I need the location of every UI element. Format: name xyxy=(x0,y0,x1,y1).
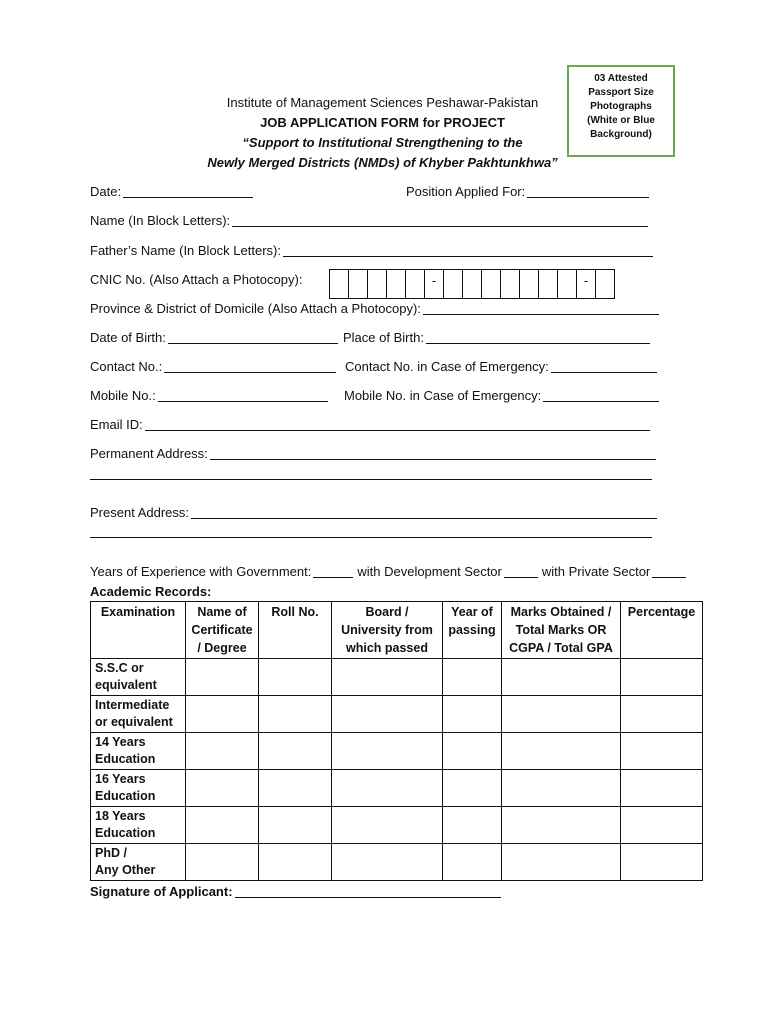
name-label: Name (In Block Letters): xyxy=(90,213,231,228)
table-cell[interactable] xyxy=(621,659,703,696)
table-cell[interactable] xyxy=(332,659,443,696)
table-cell[interactable] xyxy=(332,696,443,733)
table-row xyxy=(91,696,703,733)
academic-records-heading: Academic Records: xyxy=(90,584,212,599)
table-cell[interactable] xyxy=(332,807,443,844)
position-label: Position Applied For: xyxy=(406,184,526,199)
cnic-cell[interactable] xyxy=(481,269,501,299)
cnic-cell[interactable] xyxy=(462,269,482,299)
table-cell[interactable] xyxy=(502,844,621,881)
present-address-field[interactable] xyxy=(90,505,657,520)
dob-label: Date of Birth: xyxy=(90,330,166,345)
form-title: JOB APPLICATION FORM for PROJECT xyxy=(260,115,505,130)
present-address-blank-2[interactable] xyxy=(90,536,652,538)
domicile-blank[interactable] xyxy=(423,313,659,315)
cnic-cell[interactable] xyxy=(595,269,615,299)
table-cell[interactable] xyxy=(186,807,259,844)
table-cell[interactable] xyxy=(259,733,332,770)
present-address-blank[interactable] xyxy=(191,517,657,519)
mobile-emergency-label: Mobile No. in Case of Emergency: xyxy=(344,388,542,403)
email-field[interactable] xyxy=(90,417,650,432)
date-field[interactable] xyxy=(90,184,253,199)
father-name-field[interactable] xyxy=(90,243,653,258)
permanent-address-label: Permanent Address: xyxy=(90,446,208,461)
pob-field[interactable] xyxy=(343,330,650,345)
col-certificate: Name of Certificate / Degree xyxy=(186,602,259,659)
photo-line: 03 Attested xyxy=(594,73,648,84)
cnic-grid[interactable] xyxy=(330,269,615,299)
table-cell[interactable] xyxy=(259,807,332,844)
experience-government-label: Years of Experience with Government: xyxy=(90,564,312,579)
signature-label: Signature of Applicant: xyxy=(90,884,233,899)
table-cell[interactable] xyxy=(186,733,259,770)
table-row xyxy=(91,659,703,696)
table-cell[interactable] xyxy=(443,807,502,844)
table-cell[interactable] xyxy=(259,770,332,807)
table-cell[interactable] xyxy=(502,733,621,770)
dob-blank[interactable] xyxy=(168,342,338,344)
signature-field[interactable] xyxy=(90,884,501,899)
table-cell[interactable] xyxy=(443,844,502,881)
table-cell[interactable] xyxy=(502,659,621,696)
table-row xyxy=(91,770,703,807)
mobile-emergency-blank[interactable] xyxy=(543,400,659,402)
photo-line: Photographs xyxy=(590,101,652,112)
contact-field[interactable] xyxy=(90,359,336,374)
table-cell[interactable] xyxy=(259,696,332,733)
name-field[interactable] xyxy=(90,213,648,228)
experience-private-blank[interactable] xyxy=(652,576,686,578)
institute-name: Institute of Management Sciences Peshawar-Pakistan xyxy=(226,95,539,110)
cnic-cell[interactable] xyxy=(519,269,539,299)
permanent-address-continuation[interactable] xyxy=(90,476,652,478)
permanent-address-blank-2[interactable] xyxy=(90,478,652,480)
mobile-emergency-field[interactable] xyxy=(344,388,659,403)
contact-label: Contact No.: xyxy=(90,359,163,374)
pob-label: Place of Birth: xyxy=(343,330,424,345)
row-label: 18 Years Education xyxy=(91,807,186,844)
mobile-blank[interactable] xyxy=(158,400,328,402)
table-cell[interactable] xyxy=(443,770,502,807)
mobile-label: Mobile No.: xyxy=(90,388,156,403)
table-cell[interactable] xyxy=(621,844,703,881)
position-blank[interactable] xyxy=(527,196,649,198)
cnic-cell[interactable] xyxy=(443,269,463,299)
domicile-field[interactable] xyxy=(90,301,659,316)
table-row xyxy=(91,733,703,770)
cnic-cell[interactable] xyxy=(500,269,520,299)
table-cell[interactable] xyxy=(621,807,703,844)
table-cell[interactable] xyxy=(332,770,443,807)
table-cell[interactable] xyxy=(621,733,703,770)
table-cell[interactable] xyxy=(443,659,502,696)
pob-blank[interactable] xyxy=(426,342,650,344)
project-title-line1: “Support to Institutional Strengthening to the xyxy=(242,135,523,150)
photo-line: Background) xyxy=(590,129,652,140)
table-row xyxy=(91,844,703,881)
col-board: Board / University from which passed xyxy=(332,602,443,659)
table-cell[interactable] xyxy=(186,844,259,881)
date-label: Date: xyxy=(90,184,122,199)
col-marks: Marks Obtained / Total Marks OR CGPA / Total GPA xyxy=(502,602,621,659)
mobile-field[interactable] xyxy=(90,388,328,403)
contact-emergency-blank[interactable] xyxy=(551,371,657,373)
present-address-label: Present Address: xyxy=(90,505,189,520)
email-blank[interactable] xyxy=(145,429,650,431)
col-roll-no: Roll No. xyxy=(259,602,332,659)
photo-placeholder-box xyxy=(567,65,675,157)
photo-line: Passport Size xyxy=(588,87,654,98)
cnic-separator: - xyxy=(424,269,444,299)
experience-development-blank[interactable] xyxy=(504,576,538,578)
col-year: Year of passing xyxy=(443,602,502,659)
col-percentage: Percentage xyxy=(621,602,703,659)
cnic-field xyxy=(90,272,302,287)
experience-development-label: with Development Sector xyxy=(357,564,502,579)
domicile-label: Province & District of Domicile (Also Attach a Photocopy): xyxy=(90,301,421,316)
experience-private-label: with Private Sector xyxy=(541,564,651,579)
table-cell[interactable] xyxy=(332,844,443,881)
row-label: S.S.C or equivalent xyxy=(91,659,186,696)
experience-government-blank[interactable] xyxy=(313,576,353,578)
experience-field[interactable] xyxy=(90,564,686,579)
table-row xyxy=(91,807,703,844)
cnic-cell[interactable] xyxy=(348,269,368,299)
cnic-separator: - xyxy=(576,269,596,299)
project-title-line2: Newly Merged Districts (NMDs) of Khyber Pakhtunkhwa” xyxy=(207,155,558,170)
cnic-cell[interactable] xyxy=(538,269,558,299)
table-cell[interactable] xyxy=(186,696,259,733)
father-name-blank[interactable] xyxy=(283,255,653,257)
permanent-address-field[interactable] xyxy=(90,446,656,461)
contact-emergency-field[interactable] xyxy=(345,359,657,374)
table-header-row xyxy=(91,602,703,659)
cnic-cell[interactable] xyxy=(386,269,406,299)
table-cell[interactable] xyxy=(621,696,703,733)
cnic-cell[interactable] xyxy=(405,269,425,299)
date-blank[interactable] xyxy=(123,196,253,198)
position-field[interactable] xyxy=(406,184,649,199)
table-cell[interactable] xyxy=(502,696,621,733)
permanent-address-blank[interactable] xyxy=(210,458,656,460)
row-label: Intermediate or equivalent xyxy=(91,696,186,733)
dob-field[interactable] xyxy=(90,330,338,345)
photo-line: (White or Blue xyxy=(587,115,655,126)
col-examination: Examination xyxy=(91,602,186,659)
table-cell[interactable] xyxy=(443,696,502,733)
signature-blank[interactable] xyxy=(235,896,501,898)
academic-records-table xyxy=(90,601,703,881)
cnic-cell[interactable] xyxy=(329,269,349,299)
row-label: 16 Years Education xyxy=(91,770,186,807)
table-cell[interactable] xyxy=(502,807,621,844)
table-cell[interactable] xyxy=(621,770,703,807)
cnic-cell[interactable] xyxy=(557,269,577,299)
present-address-continuation[interactable] xyxy=(90,534,652,536)
name-blank[interactable] xyxy=(232,225,648,227)
cnic-label: CNIC No. (Also Attach a Photocopy): xyxy=(90,272,303,287)
table-cell[interactable] xyxy=(332,733,443,770)
table-cell[interactable] xyxy=(443,733,502,770)
table-cell[interactable] xyxy=(259,844,332,881)
table-cell[interactable] xyxy=(186,770,259,807)
table-cell[interactable] xyxy=(502,770,621,807)
email-label: Email ID: xyxy=(90,417,143,432)
contact-blank[interactable] xyxy=(164,371,336,373)
table-cell[interactable] xyxy=(186,659,259,696)
form-header xyxy=(200,93,565,173)
contact-emergency-label: Contact No. in Case of Emergency: xyxy=(345,359,549,374)
cnic-cell[interactable] xyxy=(367,269,387,299)
row-label: 14 Years Education xyxy=(91,733,186,770)
row-label: PhD / Any Other xyxy=(91,844,186,881)
table-cell[interactable] xyxy=(259,659,332,696)
father-name-label: Father’s Name (In Block Letters): xyxy=(90,243,281,258)
